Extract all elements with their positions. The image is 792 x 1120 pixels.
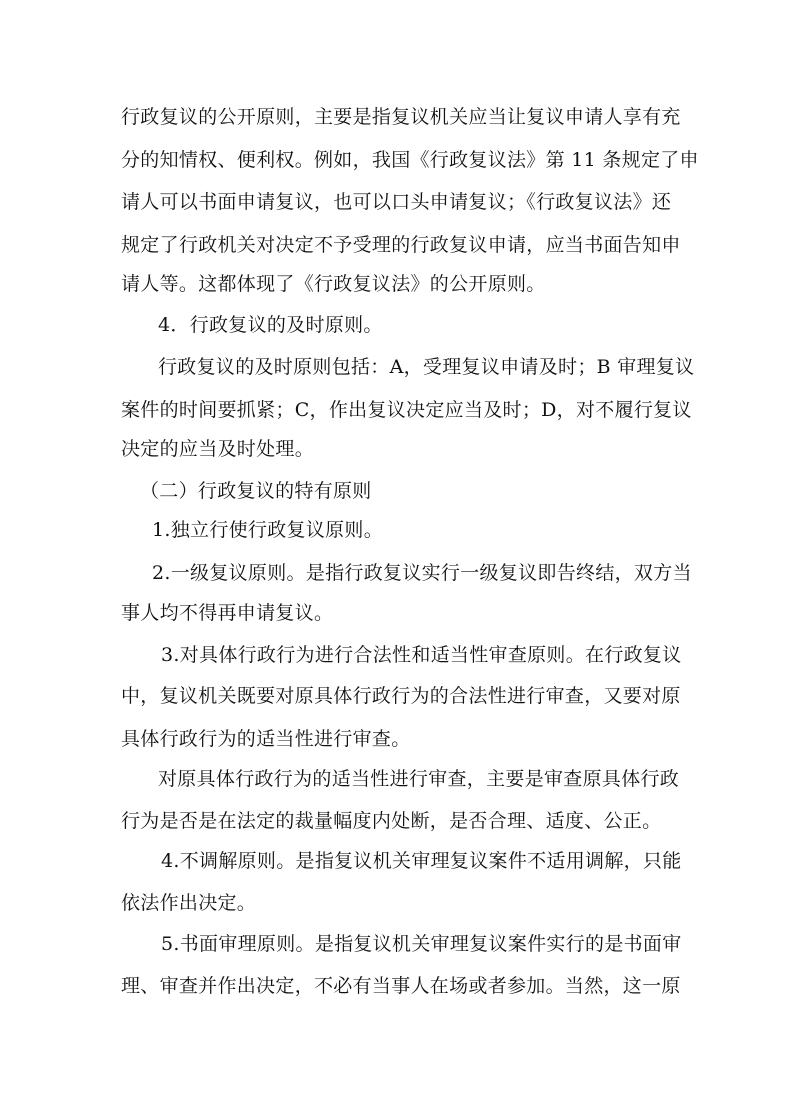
list-item: 3.对具体行政行为进行合法性和适当性审查原则。在行政复议 <box>161 644 682 666</box>
text-line: 案件的时间要抓紧；C，作出复议决定应当及时；D，对不履行复议 <box>121 399 692 421</box>
text-line: 决定的应当及时处理。 <box>121 438 315 460</box>
section-heading: 4．行政复议的及时原则。 <box>158 314 383 336</box>
text-line: 对原具体行政行为的适当性进行审查，主要是审查原具体行政 <box>158 768 680 790</box>
list-item: 5.书面审理原则。是指复议机关审理复议案件实行的是书面审 <box>161 933 682 955</box>
text-line: 规定了行政机关对决定不予受理的行政复议申请，应当书面告知申 <box>121 234 681 256</box>
list-item: 4.不调解原则。是指复议机关审理复议案件不适用调解，只能 <box>161 850 682 872</box>
text-line: 请人可以书面申请复议，也可以口头申请复议；《行政复议法》还 <box>121 191 672 213</box>
text-line: 依法作出决定。 <box>121 892 257 914</box>
section-heading: （二）行政复议的特有原则 <box>140 480 372 502</box>
text-line: 中，复议机关既要对原具体行政行为的合法性进行审查，又要对原 <box>121 685 681 707</box>
text-line: 理、审查并作出决定，不必有当事人在场或者参加。当然，这一原 <box>121 975 681 997</box>
text-line: 请人等。这都体现了《行政复议法》的公开原则。 <box>121 273 546 295</box>
list-item: 2.一级复议原则。是指行政复议实行一级复议即告终结，双方当 <box>152 562 692 584</box>
text-line: 行为是否是在法定的裁量幅度内处断，是否合理、适度、公正。 <box>121 810 662 832</box>
text-line: 分的知情权、便利权。例如，我国《行政复议法》第 11 条规定了申 <box>121 149 699 171</box>
text-line: 具体行政行为的适当性进行审查。 <box>121 728 411 750</box>
text-line: 行政复议的公开原则，主要是指复议机关应当让复议申请人享有充 <box>121 106 681 128</box>
list-item: 1.独立行使行政复议原则。 <box>152 519 384 541</box>
text-line: 行政复议的及时原则包括：A，受理复议申请及时；B 审理复议 <box>158 356 695 378</box>
text-line: 事人均不得再申请复议。 <box>121 602 334 624</box>
